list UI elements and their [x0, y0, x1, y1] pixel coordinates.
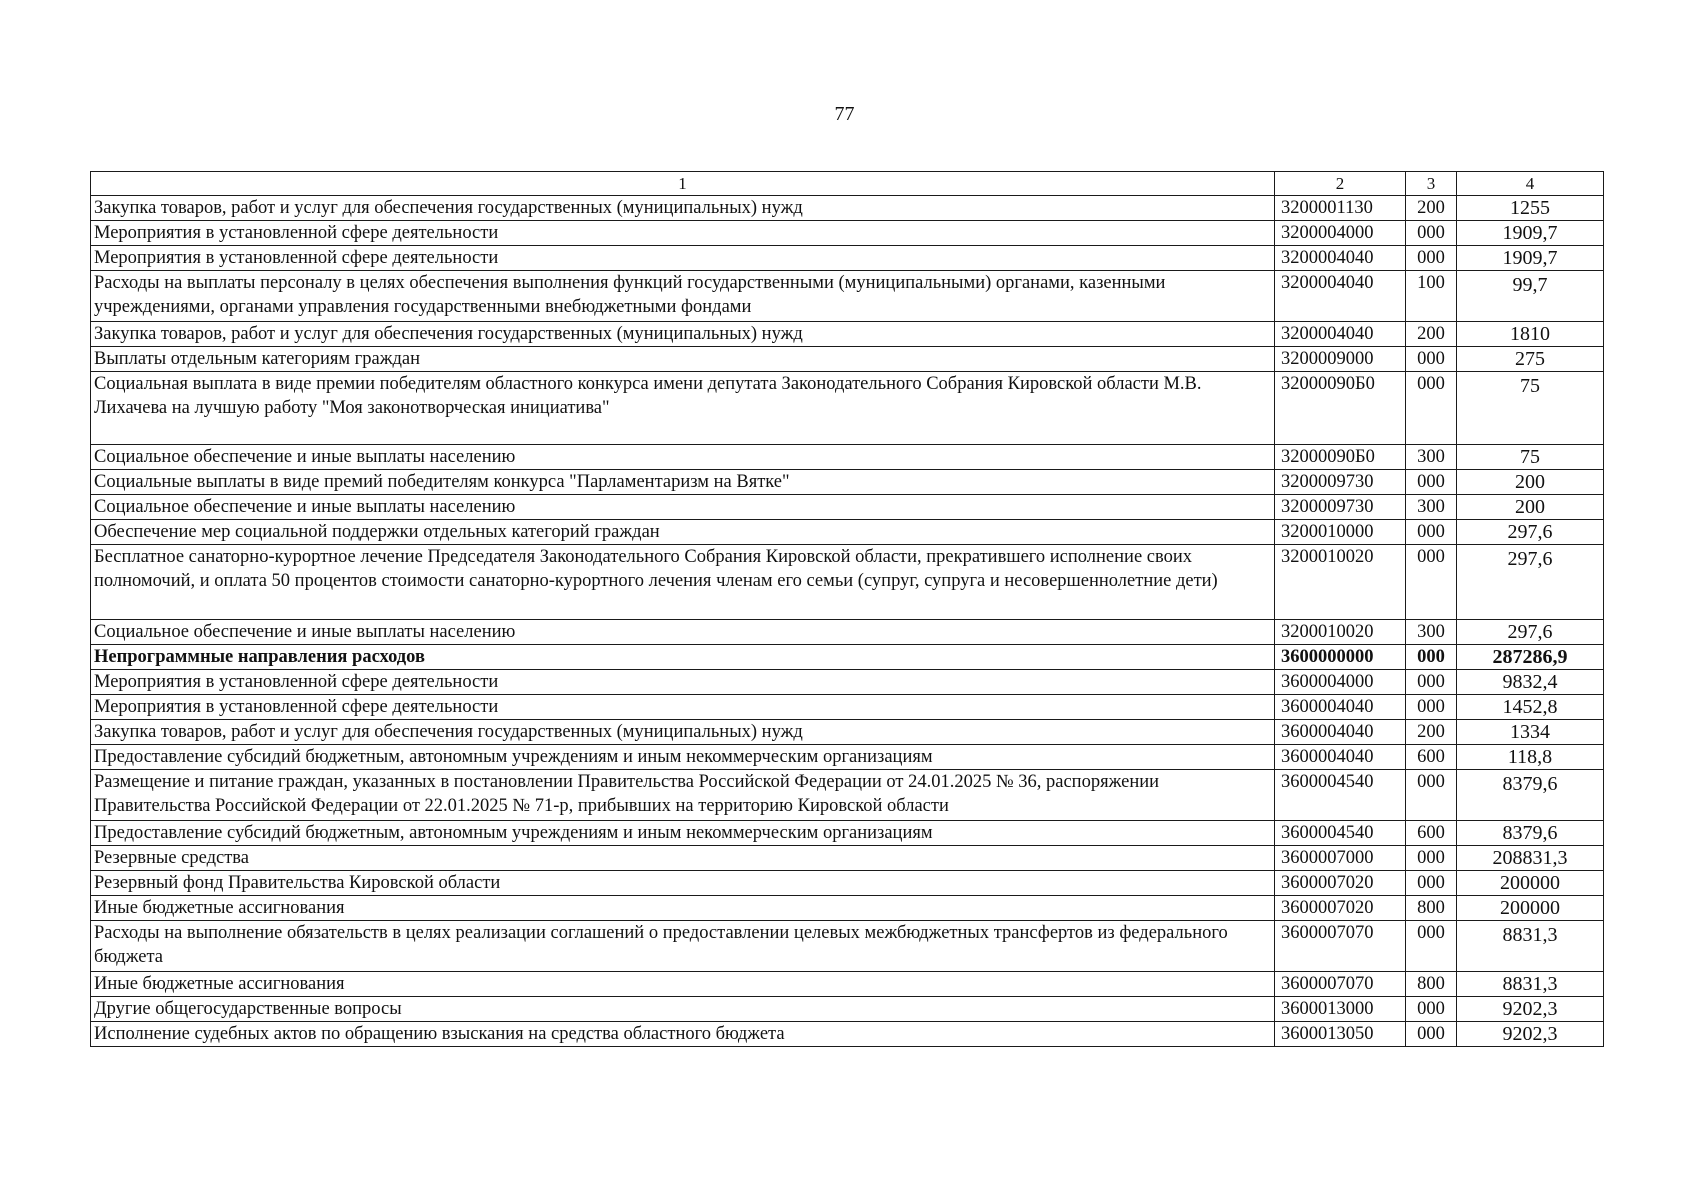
row-amount: 287286,9 — [1457, 645, 1604, 670]
row-amount: 8379,6 — [1457, 821, 1604, 846]
table-row — [91, 921, 1604, 972]
row-code: 3200009730 — [1275, 470, 1406, 495]
row-type: 000 — [1406, 871, 1457, 896]
row-code: 3600004000 — [1275, 670, 1406, 695]
table-row — [91, 372, 1604, 445]
table-row — [91, 347, 1604, 372]
table-row — [91, 545, 1604, 620]
row-code: 3600004540 — [1275, 770, 1406, 821]
row-code: 3200010020 — [1275, 545, 1406, 620]
row-type: 000 — [1406, 695, 1457, 720]
row-type: 000 — [1406, 372, 1457, 445]
row-type: 000 — [1406, 520, 1457, 545]
row-amount: 1452,8 — [1457, 695, 1604, 720]
row-code: 3600004040 — [1275, 695, 1406, 720]
row-amount: 275 — [1457, 347, 1604, 372]
row-amount: 208831,3 — [1457, 846, 1604, 871]
header-col-4: 4 — [1457, 172, 1604, 196]
row-code: 3600013050 — [1275, 1022, 1406, 1047]
row-code: 3600004040 — [1275, 745, 1406, 770]
row-name: Социальное обеспечение и иные выплаты населению — [91, 620, 1275, 645]
row-amount: 297,6 — [1457, 545, 1604, 620]
row-amount: 200000 — [1457, 871, 1604, 896]
row-amount: 200 — [1457, 495, 1604, 520]
row-type: 300 — [1406, 495, 1457, 520]
row-amount: 297,6 — [1457, 620, 1604, 645]
table-header-row — [91, 172, 1604, 196]
row-amount: 9202,3 — [1457, 997, 1604, 1022]
row-name: Бесплатное санаторно-курортное лечение Председателя Законодательного Собрания Кировской области, прекратившего исполнение своих полномочий, и оплата 50 процентов стоимости санаторно-курортного лечения членам его семьи (супруг, супруга и несовершеннолетние дети) — [91, 545, 1275, 620]
table-row — [91, 196, 1604, 221]
row-name: Размещение и питание граждан, указанных в постановлении Правительства Российской Федерации от 24.01.2025 № 36, распоряжении Правительства Российской Федерации от 22.01.2025 № 71-р, прибывших на территорию Кировской области — [91, 770, 1275, 821]
table-row — [91, 1022, 1604, 1047]
row-name: Закупка товаров, работ и услуг для обеспечения государственных (муниципальных) нужд — [91, 322, 1275, 347]
table-row — [91, 871, 1604, 896]
row-name: Расходы на выплаты персоналу в целях обеспечения выполнения функций государственными (муниципальными) органами, казенными учреждениями, органами управления государственными внебюджетными фондами — [91, 271, 1275, 322]
table-row — [91, 322, 1604, 347]
row-type: 800 — [1406, 896, 1457, 921]
row-type: 300 — [1406, 445, 1457, 470]
table-row — [91, 620, 1604, 645]
row-code: 3200010020 — [1275, 620, 1406, 645]
table-row — [91, 846, 1604, 871]
header-col-1: 1 — [91, 172, 1275, 196]
row-type: 000 — [1406, 770, 1457, 821]
table-row — [91, 997, 1604, 1022]
table-row — [91, 520, 1604, 545]
row-type: 100 — [1406, 271, 1457, 322]
table-row — [91, 821, 1604, 846]
row-code: 3600004040 — [1275, 720, 1406, 745]
row-type: 000 — [1406, 846, 1457, 871]
row-type: 000 — [1406, 921, 1457, 972]
table-row-section-total — [91, 645, 1604, 670]
row-amount: 1255 — [1457, 196, 1604, 221]
row-type: 000 — [1406, 347, 1457, 372]
row-amount: 9202,3 — [1457, 1022, 1604, 1047]
row-name: Выплаты отдельным категориям граждан — [91, 347, 1275, 372]
table-row — [91, 695, 1604, 720]
header-col-2: 2 — [1275, 172, 1406, 196]
row-amount: 1909,7 — [1457, 221, 1604, 246]
row-amount: 1334 — [1457, 720, 1604, 745]
budget-table — [90, 171, 1604, 1047]
row-amount: 200 — [1457, 470, 1604, 495]
row-name: Мероприятия в установленной сфере деятельности — [91, 221, 1275, 246]
row-code: 3600007020 — [1275, 871, 1406, 896]
row-type: 000 — [1406, 545, 1457, 620]
row-amount: 118,8 — [1457, 745, 1604, 770]
table-row — [91, 495, 1604, 520]
row-code: 3200004040 — [1275, 246, 1406, 271]
row-type: 000 — [1406, 670, 1457, 695]
row-name: Резервный фонд Правительства Кировской области — [91, 871, 1275, 896]
row-name: Резервные средства — [91, 846, 1275, 871]
row-name: Обеспечение мер социальной поддержки отдельных категорий граждан — [91, 520, 1275, 545]
row-name: Предоставление субсидий бюджетным, автономным учреждениям и иным некоммерческим организациям — [91, 821, 1275, 846]
row-type: 000 — [1406, 221, 1457, 246]
row-amount: 9832,4 — [1457, 670, 1604, 695]
table-row — [91, 745, 1604, 770]
row-type: 300 — [1406, 620, 1457, 645]
row-amount: 8379,6 — [1457, 770, 1604, 821]
row-name: Предоставление субсидий бюджетным, автономным учреждениям и иным некоммерческим организациям — [91, 745, 1275, 770]
row-amount: 297,6 — [1457, 520, 1604, 545]
row-code: 3600007070 — [1275, 921, 1406, 972]
row-code: 3200010000 — [1275, 520, 1406, 545]
row-code: 3600000000 — [1275, 645, 1406, 670]
row-amount: 75 — [1457, 445, 1604, 470]
row-amount: 99,7 — [1457, 271, 1604, 322]
row-code: 3600004540 — [1275, 821, 1406, 846]
row-code: 3200004000 — [1275, 221, 1406, 246]
row-name: Мероприятия в установленной сфере деятельности — [91, 246, 1275, 271]
table-row — [91, 271, 1604, 322]
row-amount: 200000 — [1457, 896, 1604, 921]
row-name: Иные бюджетные ассигнования — [91, 972, 1275, 997]
row-name: Расходы на выполнение обязательств в целях реализации соглашений о предоставлении целевых межбюджетных трансфертов из федерального бюджета — [91, 921, 1275, 972]
row-code: 3600013000 — [1275, 997, 1406, 1022]
row-code: 3600007020 — [1275, 896, 1406, 921]
row-code: 3200009730 — [1275, 495, 1406, 520]
row-type: 600 — [1406, 745, 1457, 770]
row-type: 200 — [1406, 720, 1457, 745]
row-type: 600 — [1406, 821, 1457, 846]
row-type: 800 — [1406, 972, 1457, 997]
page-number-text: 77 — [834, 103, 855, 125]
row-code: 3600007000 — [1275, 846, 1406, 871]
row-type: 200 — [1406, 322, 1457, 347]
row-code: 3200004040 — [1275, 322, 1406, 347]
row-amount: 8831,3 — [1457, 921, 1604, 972]
page-number — [0, 103, 1697, 126]
row-code: 3200004040 — [1275, 271, 1406, 322]
row-code: 32000090Б0 — [1275, 372, 1406, 445]
row-amount: 8831,3 — [1457, 972, 1604, 997]
row-type: 200 — [1406, 196, 1457, 221]
row-code: 3200009000 — [1275, 347, 1406, 372]
table-row — [91, 770, 1604, 821]
table-row — [91, 221, 1604, 246]
row-code: 32000090Б0 — [1275, 445, 1406, 470]
row-type: 000 — [1406, 246, 1457, 271]
table-row — [91, 972, 1604, 997]
row-name: Иные бюджетные ассигнования — [91, 896, 1275, 921]
budget-table-body — [91, 172, 1604, 1047]
row-amount: 1810 — [1457, 322, 1604, 347]
table-row — [91, 246, 1604, 271]
row-name: Непрограммные направления расходов — [91, 645, 1275, 670]
row-amount: 1909,7 — [1457, 246, 1604, 271]
row-name: Социальное обеспечение и иные выплаты населению — [91, 445, 1275, 470]
table-row — [91, 670, 1604, 695]
row-name: Исполнение судебных актов по обращению взыскания на средства областного бюджета — [91, 1022, 1275, 1047]
table-row — [91, 720, 1604, 745]
row-type: 000 — [1406, 997, 1457, 1022]
row-name: Социальная выплата в виде премии победителям областного конкурса имени депутата Законодательного Собрания Кировской области М.В. Лихачева на лучшую работу "Моя законотворческая инициатива" — [91, 372, 1275, 445]
row-name: Другие общегосударственные вопросы — [91, 997, 1275, 1022]
row-amount: 75 — [1457, 372, 1604, 445]
row-code: 3200001130 — [1275, 196, 1406, 221]
row-name: Мероприятия в установленной сфере деятельности — [91, 695, 1275, 720]
row-name: Социальное обеспечение и иные выплаты населению — [91, 495, 1275, 520]
row-type: 000 — [1406, 645, 1457, 670]
header-col-3: 3 — [1406, 172, 1457, 196]
row-name: Закупка товаров, работ и услуг для обеспечения государственных (муниципальных) нужд — [91, 196, 1275, 221]
row-name: Социальные выплаты в виде премий победителям конкурса "Парламентаризм на Вятке" — [91, 470, 1275, 495]
table-row — [91, 470, 1604, 495]
table-row — [91, 445, 1604, 470]
row-code: 3600007070 — [1275, 972, 1406, 997]
table-row — [91, 896, 1604, 921]
row-type: 000 — [1406, 470, 1457, 495]
row-name: Мероприятия в установленной сфере деятельности — [91, 670, 1275, 695]
row-name: Закупка товаров, работ и услуг для обеспечения государственных (муниципальных) нужд — [91, 720, 1275, 745]
row-type: 000 — [1406, 1022, 1457, 1047]
